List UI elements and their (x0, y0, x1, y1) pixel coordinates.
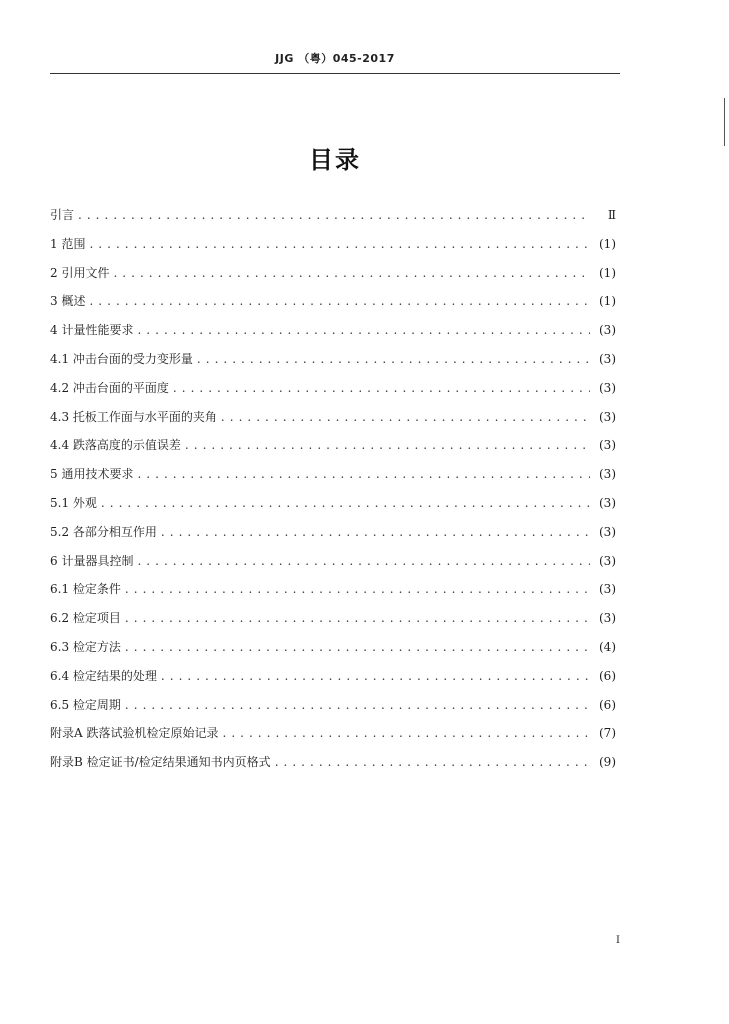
toc-entry-page: (3) (599, 582, 616, 597)
toc-entry-label: 引言 (50, 208, 75, 222)
toc-dot-leader (185, 431, 590, 460)
toc-entry[interactable] (50, 575, 616, 604)
toc-dot-leader (275, 748, 590, 777)
toc-entry-page: (3) (599, 409, 616, 424)
toc-dot-leader (137, 316, 590, 345)
toc-entry-label: 1 范围 (50, 236, 86, 251)
toc-dot-leader (125, 604, 590, 633)
running-header: JJG （粤）045-2017 (275, 52, 395, 65)
toc-dot-leader (113, 259, 590, 288)
toc-entry[interactable] (50, 287, 616, 316)
toc-entry[interactable] (50, 748, 616, 777)
toc-dot-leader (78, 201, 590, 230)
toc-entry-page: (6) (599, 697, 616, 712)
toc-entry-label: 附录B 检定证书/检定结果通知书内页格式 (50, 755, 271, 770)
toc-entry[interactable] (50, 230, 616, 259)
toc-entry-page: (6) (599, 668, 616, 683)
toc-dot-leader (125, 691, 590, 720)
toc-entry-page: (7) (599, 726, 616, 741)
toc-entry[interactable] (50, 547, 616, 576)
toc-dot-leader (221, 403, 590, 432)
toc-entry-label: 6.4 检定结果的处理 (50, 668, 157, 683)
toc-entry-page: (1) (599, 294, 616, 309)
toc-dot-leader (161, 518, 590, 547)
toc-entry-label: 4.1 冲击台面的受力变形量 (50, 351, 193, 366)
toc-entry-label: 5 通用技术要求 (50, 467, 134, 482)
toc-dot-leader (197, 345, 590, 374)
scan-edge-mark (724, 98, 725, 146)
toc-entry-page: (3) (599, 495, 616, 510)
toc-entry-label: 4.4 跌落高度的示值误差 (50, 438, 181, 453)
toc-entry[interactable] (50, 604, 616, 633)
toc-entry[interactable] (50, 489, 616, 518)
toc-entry-label: 6 计量器具控制 (50, 553, 134, 568)
toc-entry-label: 6.2 检定项目 (50, 611, 121, 626)
toc-entry-page: (3) (599, 553, 616, 568)
toc-entry-page: (3) (599, 380, 616, 395)
toc-entry-label: 3 概述 (50, 294, 86, 309)
toc-entry-label: 6.3 检定方法 (50, 639, 121, 654)
toc-entry[interactable] (50, 633, 616, 662)
toc-entry[interactable] (50, 719, 616, 748)
toc-entry[interactable] (50, 691, 616, 720)
toc-entry-label: 4.2 冲击台面的平面度 (50, 380, 169, 395)
toc-entry-page: Ⅱ (607, 208, 616, 222)
toc-entry-label: 6.1 检定条件 (50, 582, 121, 597)
toc-entry-label: 5.2 各部分相互作用 (50, 524, 157, 539)
toc-entry[interactable] (50, 431, 616, 460)
toc-entry-page: (3) (599, 323, 616, 338)
toc-entry-label: 5.1 外观 (50, 495, 97, 510)
toc-dot-leader (125, 633, 590, 662)
toc-dot-leader (137, 460, 590, 489)
page-number: I (616, 935, 620, 946)
toc-entry[interactable] (50, 201, 616, 230)
table-of-contents (50, 201, 616, 777)
toc-dot-leader (89, 287, 590, 316)
toc-entry-page: (9) (599, 755, 616, 770)
toc-entry-page: (1) (599, 265, 616, 280)
toc-entry[interactable] (50, 662, 616, 691)
toc-entry-page: (3) (599, 438, 616, 453)
toc-entry-label: 4 计量性能要求 (50, 323, 134, 338)
toc-entry[interactable] (50, 345, 616, 374)
toc-entry-page: (1) (599, 236, 616, 251)
toc-entry[interactable] (50, 403, 616, 432)
toc-entry-page: (3) (599, 611, 616, 626)
toc-entry[interactable] (50, 316, 616, 345)
toc-entry[interactable] (50, 460, 616, 489)
toc-dot-leader (125, 575, 590, 604)
toc-dot-leader (222, 719, 590, 748)
toc-entry[interactable] (50, 259, 616, 288)
toc-dot-leader (89, 230, 590, 259)
header-rule (50, 73, 620, 74)
toc-entry-page: (4) (599, 639, 616, 654)
toc-entry-label: 附录A 跌落试验机检定原始记录 (50, 726, 219, 741)
toc-dot-leader (161, 662, 590, 691)
toc-entry-label: 2 引用文件 (50, 265, 110, 280)
page-title: 目录 (309, 146, 361, 174)
toc-entry-page: (3) (599, 524, 616, 539)
toc-dot-leader (137, 547, 590, 576)
toc-entry-label: 4.3 托板工作面与水平面的夹角 (50, 409, 217, 424)
toc-dot-leader (173, 374, 590, 403)
toc-entry[interactable] (50, 518, 616, 547)
toc-entry[interactable] (50, 374, 616, 403)
toc-entry-label: 6.5 检定周期 (50, 697, 121, 712)
toc-entry-page: (3) (599, 467, 616, 482)
toc-dot-leader (101, 489, 590, 518)
toc-entry-page: (3) (599, 351, 616, 366)
